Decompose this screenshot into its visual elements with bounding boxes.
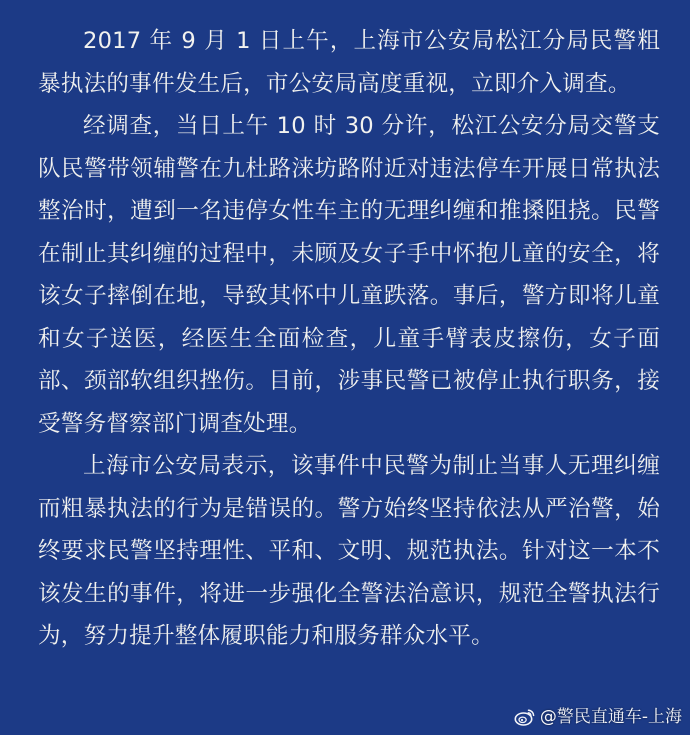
- notice-paragraph-3: 上海市公安局表示，该事件中民警为制止当事人无理纠缠而粗暴执法的行为是错误的。警方始终坚持依法从严治警，始终要求民警坚持理性、平和、文明、规范执法。针对这一本不该发生的事件，将进一步强化全警法治意识，规范全警执法行为，努力提升整体履职能力和服务群众水平。: [38, 453, 660, 649]
- notice-paragraph-1: 2017 年 9 月 1 日上午，上海市公安局松江分局民警粗暴执法的事件发生后，市公安局高度重视，立即介入调查。: [38, 28, 660, 97]
- weibo-watermark: [514, 706, 682, 728]
- notice-paragraph-2: 经调查，当日上午 10 时 30 分许，松江公安分局交警支队民警带领辅警在九杜路涞坊路附近对违法停车开展日常执法整治时，遭到一名违停女性车主的无理纠缠和推搡阻挠。民警在制止其纠缠的过程中，未顾及女子手中怀抱儿童的安全，将该女子摔倒在地，导致其怀中儿童跌落。事后，警方即将儿童和女子送医，经医生全面检查，儿童手臂表皮擦伤，女子面部、颈部软组织挫伤。目前，涉事民警已被停止执行职务，接受警务督察部门调查处理。: [38, 113, 660, 437]
- watermark-text: @警民直通车-上海: [539, 707, 682, 727]
- weibo-icon: [514, 707, 536, 727]
- notice-body: [38, 20, 660, 658]
